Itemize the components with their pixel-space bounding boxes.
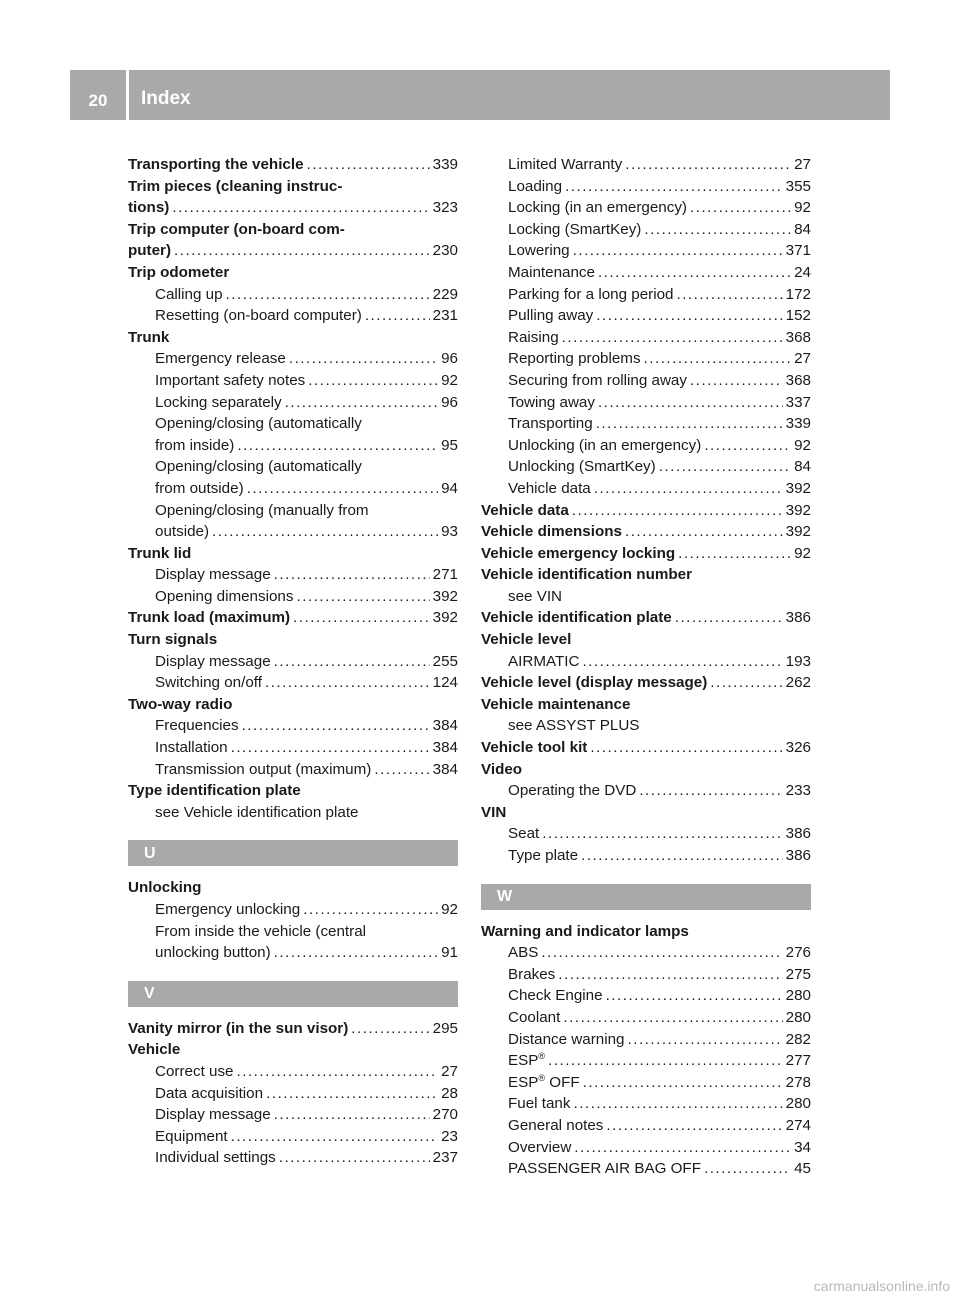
index-subentry <box>128 651 458 673</box>
page-number: 20 <box>70 70 126 120</box>
index-heading: Type identification plate <box>128 782 301 800</box>
index-subentry <box>481 780 811 802</box>
index-subentry <box>481 284 811 306</box>
index-subentry <box>481 435 811 457</box>
entry-label: Parking for a long period <box>508 285 674 303</box>
index-subentry <box>128 715 458 737</box>
index-subentry <box>481 240 811 262</box>
index-heading: Vehicle identification number <box>481 566 692 584</box>
leader-dots <box>606 1115 782 1137</box>
leader-dots <box>573 1093 782 1115</box>
index-subentry <box>128 1083 458 1105</box>
entry-label: Vehicle data <box>481 501 569 519</box>
page-ref: 274 <box>785 1116 811 1134</box>
page-ref: 255 <box>432 652 458 670</box>
entry-label: Transporting <box>508 415 593 433</box>
index-subentry <box>128 899 458 921</box>
leader-dots <box>548 1050 783 1072</box>
index-column-right <box>481 154 811 1180</box>
index-subentry <box>481 1115 811 1137</box>
leader-dots <box>572 500 783 522</box>
entry-label: Limited Warranty <box>508 156 623 173</box>
page-ref: 276 <box>785 944 811 962</box>
leader-dots <box>274 942 438 964</box>
page-ref: 95 <box>441 436 458 454</box>
page-ref: 368 <box>785 328 811 346</box>
leader-dots <box>678 543 791 565</box>
page-ref: 280 <box>785 1008 811 1026</box>
entry-label: Data acquisition <box>155 1084 264 1102</box>
entry-label: Switching on/off <box>155 674 262 692</box>
leader-dots <box>574 1137 791 1159</box>
leader-dots <box>625 521 783 543</box>
section-header-v: V <box>128 981 458 1007</box>
index-heading: Trim pieces (cleaning instruc- <box>128 177 343 195</box>
page-ref: 92 <box>441 901 458 918</box>
page-ref: 392 <box>432 587 458 605</box>
page-ref: 91 <box>441 944 458 962</box>
leader-dots <box>237 1061 439 1083</box>
page-ref: 386 <box>785 847 811 864</box>
index-subentry <box>481 964 811 986</box>
index-heading: Trip computer (on-board com- <box>128 220 345 238</box>
leader-dots <box>231 1126 438 1148</box>
entry-label: Resetting (on-board computer) <box>155 307 362 325</box>
leader-dots <box>274 1104 430 1126</box>
index-subentry-text: Opening/closing (manually from <box>155 501 369 519</box>
entry-label: Operating the DVD <box>508 782 637 800</box>
entry-label: Vehicle emergency locking <box>481 544 676 562</box>
index-subentry <box>481 1072 811 1094</box>
index-heading: Vehicle level <box>481 631 572 649</box>
leader-dots <box>365 305 430 327</box>
leader-dots <box>308 370 438 392</box>
index-subentry <box>481 327 811 349</box>
index-column-left <box>128 154 458 1169</box>
page-ref: 92 <box>441 371 458 389</box>
page-ref: 152 <box>785 307 811 325</box>
index-subentry <box>128 564 458 586</box>
entry-label: Vehicle dimensions <box>481 523 622 541</box>
index-group-w <box>481 921 811 1180</box>
leader-dots <box>231 737 430 759</box>
index-entry <box>481 607 811 629</box>
index-entry <box>128 154 458 176</box>
page-ref: 92 <box>794 199 811 217</box>
index-subentry <box>128 435 458 457</box>
entry-label: Vanity mirror (in the sun visor) <box>128 1019 349 1037</box>
leader-dots <box>596 305 782 327</box>
index-heading: Trip odometer <box>128 263 230 281</box>
entry-label: Opening dimensions <box>155 587 294 605</box>
entry-label: Lowering <box>508 242 570 260</box>
index-subentry <box>128 672 458 694</box>
page-ref: 386 <box>785 825 811 843</box>
index-group-v-continued <box>481 154 811 867</box>
leader-dots <box>274 564 430 586</box>
entry-label: Vehicle identification plate <box>481 609 672 627</box>
entry-label: Display message <box>155 566 271 584</box>
page-ref: 84 <box>794 220 811 238</box>
page-ref: 277 <box>785 1052 811 1070</box>
page-title: Index <box>141 88 191 109</box>
page-ref: 233 <box>785 782 811 800</box>
section-header-u: U <box>128 840 458 866</box>
entry-label: ESP® OFF <box>508 1072 580 1091</box>
entry-label: Locking separately <box>155 393 282 411</box>
entry-label: puter) <box>128 242 172 260</box>
entry-label: Reporting problems <box>508 350 641 368</box>
index-entry <box>481 737 811 759</box>
index-subentry-text: Opening/closing (automatically <box>155 458 362 476</box>
entry-label: Seat <box>508 825 540 843</box>
entry-label: Check Engine <box>508 987 603 1005</box>
page-ref: 92 <box>794 544 811 562</box>
entry-label: outside) <box>155 523 210 541</box>
entry-label: Overview <box>508 1138 572 1156</box>
index-entry <box>128 1018 458 1040</box>
index-heading: Warning and indicator lamps <box>481 922 689 940</box>
leader-dots <box>242 715 430 737</box>
entry-label: tions) <box>128 199 170 217</box>
leader-dots <box>237 435 438 457</box>
index-subentry <box>128 305 458 327</box>
page-ref: 229 <box>432 285 458 303</box>
index-subentry-text: see ASSYST PLUS <box>508 717 640 735</box>
leader-dots <box>690 197 791 219</box>
page-ref: 124 <box>432 674 458 692</box>
index-subentry <box>481 392 811 414</box>
entry-label: Coolant <box>508 1008 561 1026</box>
page-ref: 92 <box>794 436 811 454</box>
entry-label: Unlocking (in an emergency) <box>508 436 702 454</box>
page-ref: 24 <box>794 263 811 281</box>
page-ref: 193 <box>785 652 811 670</box>
index-subentry <box>481 154 811 176</box>
page-ref: 280 <box>785 1095 811 1113</box>
index-subentry <box>128 759 458 781</box>
index-heading: Vehicle maintenance <box>481 695 631 713</box>
page-ref: 28 <box>441 1084 458 1102</box>
page-ref: 392 <box>785 479 811 497</box>
entry-label: unlocking button) <box>155 944 271 962</box>
entry-label: Fuel tank <box>508 1095 571 1113</box>
index-subentry <box>481 262 811 284</box>
page-ref: 355 <box>785 177 811 195</box>
page-ref: 368 <box>785 371 811 389</box>
page-ref: 384 <box>432 739 458 757</box>
page-ref: 270 <box>432 1106 458 1124</box>
index-subentry <box>128 478 458 500</box>
entry-label: Maintenance <box>508 263 595 281</box>
page-ref: 386 <box>785 609 811 627</box>
page-ref: 339 <box>432 156 458 173</box>
entry-label: Correct use <box>155 1062 234 1080</box>
index-subentry <box>481 176 811 198</box>
entry-label: from outside) <box>155 479 244 497</box>
leader-dots <box>573 240 783 262</box>
index-heading: Turn signals <box>128 631 218 649</box>
leader-dots <box>174 240 430 262</box>
index-subentry <box>481 456 811 478</box>
page-ref: 237 <box>432 1149 458 1167</box>
entry-label: AIRMATIC <box>508 652 580 670</box>
index-entry <box>128 240 458 262</box>
index-group-v <box>128 1018 458 1169</box>
page-ref: 94 <box>441 479 458 497</box>
entry-label: Brakes <box>508 965 556 983</box>
index-subentry <box>481 305 811 327</box>
index-heading: VIN <box>481 803 507 821</box>
entry-label: Vehicle data <box>508 479 591 497</box>
leader-dots <box>563 1007 782 1029</box>
index-entry <box>481 672 811 694</box>
entry-label: Loading <box>508 177 563 195</box>
page-ref: 23 <box>441 1127 458 1145</box>
page-ref: 230 <box>432 242 458 260</box>
entry-label: Securing from rolling away <box>508 371 687 389</box>
index-subentry <box>128 348 458 370</box>
page-ref: 45 <box>794 1160 811 1178</box>
page-ref: 384 <box>432 717 458 735</box>
page-ref: 172 <box>785 285 811 303</box>
leader-dots <box>628 1029 783 1051</box>
index-subentry <box>128 1104 458 1126</box>
page-ref: 392 <box>785 501 811 519</box>
section-header-w: W <box>481 884 811 910</box>
leader-dots <box>541 942 782 964</box>
leader-dots <box>582 651 782 673</box>
index-subentry-text: Opening/closing (automatically <box>155 415 362 433</box>
leader-dots <box>285 392 438 414</box>
entry-label: Trunk load (maximum) <box>128 609 291 627</box>
leader-dots <box>303 899 438 921</box>
leader-dots <box>212 521 438 543</box>
page-ref: 262 <box>785 674 811 692</box>
index-subentry <box>481 651 811 673</box>
page-ref: 27 <box>794 156 811 173</box>
index-subentry <box>481 478 811 500</box>
leader-dots <box>289 348 438 370</box>
entry-label: ESP® <box>508 1051 546 1070</box>
index-subentry <box>481 1137 811 1159</box>
page-ref: 96 <box>441 393 458 411</box>
leader-dots <box>710 672 782 694</box>
page-ref: 392 <box>432 609 458 627</box>
page-ref: 275 <box>785 965 811 983</box>
leader-dots <box>659 456 791 478</box>
leader-dots <box>274 651 430 673</box>
leader-dots <box>562 327 783 349</box>
entry-label: Distance warning <box>508 1030 625 1048</box>
entry-label: Pulling away <box>508 307 594 325</box>
leader-dots <box>583 1072 783 1094</box>
leader-dots <box>307 154 430 176</box>
leader-dots <box>639 780 782 802</box>
leader-dots <box>266 1083 438 1105</box>
index-heading: Video <box>481 760 523 778</box>
leader-dots <box>293 607 430 629</box>
index-subentry <box>481 197 811 219</box>
leader-dots <box>598 262 791 284</box>
index-subentry <box>128 737 458 759</box>
header-divider <box>126 70 129 120</box>
leader-dots <box>704 435 791 457</box>
entry-label: Towing away <box>508 393 595 411</box>
index-group-u <box>128 877 458 963</box>
page-ref: 295 <box>432 1019 458 1037</box>
entry-label: Installation <box>155 739 228 757</box>
page-ref: 392 <box>785 523 811 541</box>
leader-dots <box>590 737 782 759</box>
page-ref: 337 <box>785 393 811 411</box>
page-ref: 339 <box>785 415 811 433</box>
index-subentry <box>481 219 811 241</box>
index-subentry <box>481 348 811 370</box>
page-ref: 27 <box>441 1062 458 1080</box>
index-heading: Trunk <box>128 328 170 346</box>
entry-label: PASSENGER AIR BAG OFF <box>508 1160 701 1178</box>
leader-dots <box>265 672 430 694</box>
leader-dots <box>542 823 782 845</box>
page-header-bar <box>70 70 890 120</box>
index-subentry <box>481 1158 811 1180</box>
leader-dots <box>644 348 792 370</box>
page-ref: 84 <box>794 458 811 476</box>
entry-label: Emergency release <box>155 350 286 368</box>
index-subentry <box>481 370 811 392</box>
leader-dots <box>594 478 783 500</box>
index-subentry <box>128 1147 458 1169</box>
index-subentry <box>481 1007 811 1029</box>
index-subentry <box>481 942 811 964</box>
index-subentry <box>128 284 458 306</box>
entry-label: General notes <box>508 1116 604 1134</box>
leader-dots <box>704 1158 791 1180</box>
leader-dots <box>606 985 783 1007</box>
index-subentry <box>481 823 811 845</box>
leader-dots <box>690 370 783 392</box>
entry-label: Individual settings <box>155 1149 276 1167</box>
page-ref: 271 <box>432 566 458 584</box>
leader-dots <box>581 845 783 867</box>
index-group-t <box>128 154 458 823</box>
page-ref: 278 <box>785 1073 811 1091</box>
page-ref: 384 <box>432 760 458 778</box>
index-subentry <box>481 985 811 1007</box>
index-heading: Trunk lid <box>128 544 192 562</box>
index-subentry <box>128 942 458 964</box>
watermark: carmanualsonline.info <box>813 1278 950 1294</box>
page-ref: 280 <box>785 987 811 1005</box>
index-heading: Two-way radio <box>128 695 233 713</box>
leader-dots <box>644 219 791 241</box>
leader-dots <box>676 284 782 306</box>
leader-dots <box>374 759 429 781</box>
index-subentry-text: From inside the vehicle (central <box>155 922 367 940</box>
page-ref: 96 <box>441 350 458 368</box>
index-subentry <box>128 370 458 392</box>
index-subentry <box>481 1029 811 1051</box>
entry-label: Raising <box>508 328 559 346</box>
entry-label: Type plate <box>508 847 579 864</box>
entry-label: Unlocking (SmartKey) <box>508 458 656 476</box>
entry-label: Emergency unlocking <box>155 901 301 918</box>
index-entry <box>128 607 458 629</box>
entry-label: Equipment <box>155 1127 228 1145</box>
leader-dots <box>296 586 429 608</box>
index-entry <box>481 500 811 522</box>
index-entry <box>481 543 811 565</box>
page-ref: 93 <box>441 523 458 541</box>
leader-dots <box>625 154 791 176</box>
index-entry <box>128 197 458 219</box>
entry-label: Frequencies <box>155 717 239 735</box>
leader-dots <box>279 1147 430 1169</box>
index-subentry <box>128 1061 458 1083</box>
index-entry <box>481 521 811 543</box>
entry-label: Locking (SmartKey) <box>508 220 642 238</box>
page-ref: 326 <box>785 739 811 757</box>
page-ref: 231 <box>432 307 458 325</box>
leader-dots <box>596 413 783 435</box>
entry-label: Display message <box>155 652 271 670</box>
index-heading: Vehicle <box>128 1041 181 1059</box>
page-ref: 27 <box>794 350 811 368</box>
leader-dots <box>598 392 783 414</box>
entry-label: Vehicle level (display message) <box>481 674 708 692</box>
entry-label: Vehicle tool kit <box>481 739 588 757</box>
leader-dots <box>172 197 429 219</box>
leader-dots <box>565 176 783 198</box>
index-subentry-text: see Vehicle identification plate <box>155 803 359 821</box>
leader-dots <box>558 964 782 986</box>
leader-dots <box>226 284 430 306</box>
entry-label: Locking (in an emergency) <box>508 199 687 217</box>
index-subentry-text: see VIN <box>508 587 563 605</box>
index-subentry <box>481 845 811 867</box>
page-ref: 371 <box>785 242 811 260</box>
entry-label: Transporting the vehicle <box>128 156 304 173</box>
page-ref: 323 <box>432 199 458 217</box>
index-subentry <box>128 586 458 608</box>
leader-dots <box>351 1018 429 1040</box>
entry-label: Transmission output (maximum) <box>155 760 372 778</box>
page-ref: 282 <box>785 1030 811 1048</box>
index-subentry <box>481 413 811 435</box>
index-subentry <box>481 1050 811 1072</box>
index-subentry <box>481 1093 811 1115</box>
entry-label: Important safety notes <box>155 371 306 389</box>
entry-label: from inside) <box>155 436 235 454</box>
index-subentry <box>128 1126 458 1148</box>
index-subentry <box>128 521 458 543</box>
leader-dots <box>675 607 783 629</box>
entry-label: Calling up <box>155 285 223 303</box>
page-ref: 34 <box>794 1138 811 1156</box>
entry-label: ABS <box>508 944 539 962</box>
index-heading: Unlocking <box>128 879 202 897</box>
index-subentry <box>128 392 458 414</box>
entry-label: Display message <box>155 1106 271 1124</box>
leader-dots <box>247 478 438 500</box>
